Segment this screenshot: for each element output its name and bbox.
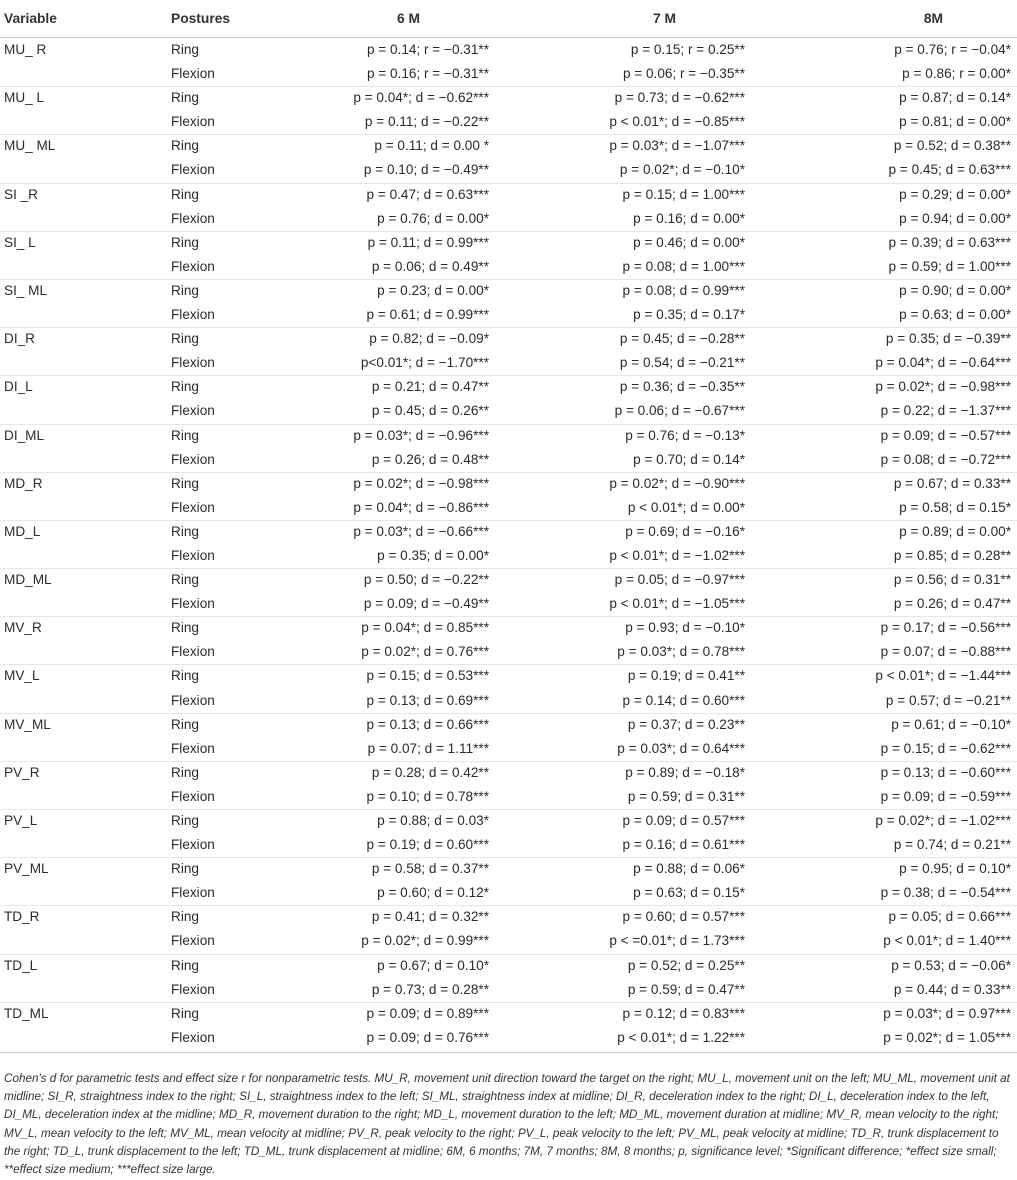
cell-7m: p = 0.45; d = −0.28** [619, 331, 745, 347]
cell-variable: DI_ML [4, 427, 45, 443]
cell-7m: p = 0.63; d = 0.15* [633, 885, 745, 901]
cell-7m: p = 0.03*; d = −1.07*** [609, 138, 745, 154]
cell-posture: Ring [171, 861, 199, 877]
cell-8m: p = 0.53; d = −0.06* [891, 957, 1011, 973]
cell-7m: p = 0.70; d = 0.14* [633, 451, 745, 467]
table-row [0, 809, 1017, 833]
cell-7m: p = 0.08; d = 0.99*** [622, 282, 745, 298]
cell-8m: p < 0.01*; d = −1.44*** [875, 668, 1011, 684]
table-row [0, 86, 1017, 110]
bottom-rule [0, 1052, 1017, 1053]
cell-7m: p = 0.08; d = 1.00*** [622, 258, 745, 274]
group-divider [0, 809, 1017, 810]
cell-7m: p = 0.60; d = 0.57*** [622, 909, 745, 925]
cell-variable: MU_ R [4, 42, 47, 57]
cell-7m: p = 0.73; d = −0.62*** [614, 90, 745, 106]
cell-posture: Ring [171, 716, 199, 732]
cell-8m: p = 0.02*; d = −0.98*** [875, 379, 1011, 395]
cell-8m: p = 0.45; d = 0.63*** [888, 162, 1011, 178]
cell-variable: MV_ML [4, 716, 51, 732]
cell-6m: p = 0.58; d = 0.37** [371, 861, 489, 877]
cell-posture: Flexion [171, 114, 215, 130]
cell-8m: p = 0.44; d = 0.33** [893, 981, 1011, 997]
header-7m: 7 M [653, 11, 676, 26]
cell-8m: p = 0.67; d = 0.33** [893, 475, 1011, 491]
cell-posture: Flexion [171, 644, 215, 660]
cell-8m: p = 0.17; d = −0.56*** [880, 620, 1011, 636]
table-row [0, 761, 1017, 785]
cell-variable: PV_R [4, 764, 40, 780]
cell-posture: Ring [171, 909, 199, 925]
cell-7m: p < 0.01*; d = −1.05*** [609, 596, 745, 612]
cell-posture: Ring [171, 138, 199, 154]
cell-7m: p = 0.54; d = −0.21** [619, 355, 745, 371]
cell-6m: p = 0.60; d = 0.12* [377, 885, 489, 901]
group-divider [0, 86, 1017, 87]
cell-posture: Flexion [171, 547, 215, 563]
cell-7m: p = 0.88; d = 0.06* [633, 861, 745, 877]
table-row [0, 207, 1017, 231]
cell-6m: p = 0.61; d = 0.99*** [366, 307, 489, 323]
cell-7m: p = 0.03*; d = 0.64*** [617, 740, 745, 756]
cell-posture: Ring [171, 282, 199, 298]
cell-variable: DI_L [4, 379, 33, 395]
table-row [0, 544, 1017, 568]
group-divider [0, 375, 1017, 376]
cell-7m: p = 0.16; d = 0.00* [633, 210, 745, 226]
cell-variable: MD_R [4, 475, 43, 491]
cell-variable: MD_L [4, 523, 41, 539]
cell-posture: Flexion [171, 596, 215, 612]
cell-7m: p = 0.12; d = 0.83*** [622, 1005, 745, 1021]
cell-posture: Flexion [171, 740, 215, 756]
table-row [0, 689, 1017, 713]
table-row [0, 737, 1017, 761]
group-divider [0, 134, 1017, 135]
table-row [0, 183, 1017, 207]
group-divider [0, 664, 1017, 665]
cell-6m: p = 0.23; d = 0.00* [377, 282, 489, 298]
cell-6m: p = 0.73; d = 0.28** [371, 981, 489, 997]
cell-posture: Flexion [171, 162, 215, 178]
cell-6m: p = 0.03*; d = −0.66*** [353, 523, 489, 539]
cell-8m: p = 0.59; d = 1.00*** [888, 258, 1011, 274]
cell-6m: p = 0.26; d = 0.48** [371, 451, 489, 467]
cell-posture: Ring [171, 90, 199, 106]
cell-6m: p = 0.14; r = −0.31** [366, 42, 489, 57]
cell-8m: p = 0.81; d = 0.00* [899, 114, 1011, 130]
table-header [0, 0, 1017, 37]
cell-7m: p = 0.76; d = −0.13* [625, 427, 745, 443]
cell-7m: p = 0.19; d = 0.41** [627, 668, 745, 684]
table-row [0, 713, 1017, 737]
cell-7m: p = 0.59; d = 0.31** [627, 788, 745, 804]
cell-6m: p = 0.41; d = 0.32** [371, 909, 489, 925]
table-row [0, 520, 1017, 544]
table-row [0, 375, 1017, 399]
cell-8m: p = 0.63; d = 0.00* [899, 307, 1011, 323]
cell-6m: p = 0.02*; d = 0.76*** [361, 644, 489, 660]
cell-variable: TD_R [4, 909, 40, 925]
cell-posture: Flexion [171, 66, 215, 82]
cell-7m: p < 0.01*; d = −0.85*** [609, 114, 745, 130]
cell-posture: Ring [171, 764, 199, 780]
cell-7m: p = 0.14; d = 0.60*** [622, 692, 745, 708]
cell-posture: Ring [171, 234, 199, 250]
cell-8m: p = 0.26; d = 0.47** [893, 596, 1011, 612]
cell-variable: MV_L [4, 668, 40, 684]
table-row [0, 424, 1017, 448]
cell-6m: p = 0.09; d = 0.76*** [366, 1029, 489, 1045]
cell-8m: p = 0.15; d = −0.62*** [880, 740, 1011, 756]
cell-7m: p < 0.01*; d = 0.00* [627, 499, 745, 515]
cell-posture: Flexion [171, 933, 215, 949]
cell-6m: p = 0.35; d = 0.00* [377, 547, 489, 563]
cell-variable: SI_ ML [4, 282, 48, 298]
cell-8m: p = 0.04*; d = −0.64*** [875, 355, 1011, 371]
group-divider [0, 520, 1017, 521]
table-body [0, 38, 1017, 1050]
cell-8m: p = 0.03*; d = 0.97*** [883, 1005, 1011, 1021]
cell-posture: Flexion [171, 403, 215, 419]
cell-8m: p = 0.76; r = −0.04* [894, 42, 1011, 57]
cell-6m: p = 0.04*; d = −0.86*** [353, 499, 489, 515]
cell-8m: p = 0.90; d = 0.00* [899, 282, 1011, 298]
cell-8m: p = 0.85; d = 0.28** [893, 547, 1011, 563]
cell-posture: Ring [171, 957, 199, 973]
cell-6m: p = 0.45; d = 0.26** [371, 403, 489, 419]
table-row [0, 255, 1017, 279]
cell-6m: p = 0.07; d = 1.11*** [367, 740, 489, 756]
header-6m: 6 M [397, 11, 420, 26]
table-row [0, 905, 1017, 929]
cell-7m: p = 0.93; d = −0.10* [625, 620, 745, 636]
cell-6m: p = 0.11; d = 0.99*** [367, 234, 489, 250]
table-row [0, 327, 1017, 351]
cell-7m: p = 0.03*; d = 0.78*** [617, 644, 745, 660]
cell-7m: p = 0.36; d = −0.35** [619, 379, 745, 395]
cell-7m: p < 0.01*; d = 1.22*** [617, 1029, 745, 1045]
cell-posture: Ring [171, 668, 199, 684]
cell-8m: p = 0.22; d = −1.37*** [880, 403, 1011, 419]
cell-7m: p = 0.15; d = 1.00*** [622, 186, 745, 202]
table-row [0, 472, 1017, 496]
cell-6m: p = 0.10; d = 0.78*** [366, 788, 489, 804]
cell-7m: p = 0.35; d = 0.17* [633, 307, 745, 323]
table-row [0, 640, 1017, 664]
table-row [0, 568, 1017, 592]
cell-7m: p = 0.46; d = 0.00* [633, 234, 745, 250]
table-row [0, 857, 1017, 881]
cell-6m: p = 0.88; d = 0.03* [377, 813, 489, 828]
cell-6m: p = 0.09; d = −0.49** [363, 596, 489, 612]
table-row [0, 62, 1017, 86]
cell-7m: p = 0.37; d = 0.23** [627, 716, 745, 732]
table-footnote: Cohen's d for parametric tests and effect size r for nonparametric tests. MU_R, movement unit direction toward the target on the right; MU_L, movement unit on the left; MU_ML, movement unit at midline; SI_R, straightness index to the right; SI_L, straightness index to the left; SI_ML, straightness index at midline; DI_R, deceleration index to the right; DI_L, deceleration index to the left, DI_ML, deceleration index at the midline; MD_R, movement duration to the right; MD_L, movement duration to the left; MD_ML, movement duration at midline; MV_R, mean velocity to the right; MV_L, mean velocity to the left; MV_ML, mean velocity at midline; PV_R, peak velocity to the right; PV_L, peak velocity to the left; PV_ML, peak velocity at midline; TD_R, trunk displacement to the right; TD_L, trunk displacement to the left; TD_ML, trunk displacement at midline; 6M, 6 months; 7M, 7 months; 8M, 8 months; p, significance level; *Significant difference; *effect size small; **effect size medium; ***effect size large. [4, 1072, 1010, 1177]
table-row [0, 38, 1017, 62]
cell-7m: p < 0.01*; d = −1.02*** [609, 547, 745, 563]
cell-posture: Flexion [171, 307, 215, 323]
table-row [0, 881, 1017, 905]
cell-8m: p = 0.29; d = 0.00* [899, 186, 1011, 202]
group-divider [0, 472, 1017, 473]
table-row [0, 1002, 1017, 1026]
cell-8m: p = 0.57; d = −0.21** [885, 692, 1011, 708]
table-row [0, 448, 1017, 472]
cell-8m: p = 0.52; d = 0.38** [893, 138, 1011, 154]
cell-variable: PV_L [4, 813, 38, 828]
group-divider [0, 231, 1017, 232]
cell-variable: SI_ L [4, 234, 36, 250]
cell-posture: Flexion [171, 355, 215, 371]
cell-posture: Ring [171, 42, 199, 57]
cell-7m: p = 0.89; d = −0.18* [625, 764, 745, 780]
group-divider [0, 713, 1017, 714]
cell-posture: Ring [171, 572, 199, 588]
cell-8m: p = 0.74; d = 0.21** [893, 837, 1011, 853]
cell-8m: p = 0.09; d = −0.59*** [880, 788, 1011, 804]
cell-6m: p = 0.04*; d = 0.85*** [361, 620, 489, 636]
cell-8m: p = 0.02*; d = 1.05*** [883, 1029, 1011, 1045]
cell-6m: p = 0.76; d = 0.00* [377, 210, 489, 226]
cell-6m: p = 0.09; d = 0.89*** [366, 1005, 489, 1021]
cell-8m: p = 0.09; d = −0.57*** [880, 427, 1011, 443]
cell-posture: Ring [171, 1005, 199, 1021]
cell-8m: p = 0.56; d = 0.31** [893, 572, 1011, 588]
cell-posture: Flexion [171, 981, 215, 997]
header-variable: Variable [4, 11, 57, 26]
cell-variable: SI _R [4, 186, 38, 202]
cell-8m: p = 0.02*; d = −1.02*** [875, 813, 1011, 828]
cell-7m: p = 0.06; d = −0.67*** [614, 403, 745, 419]
cell-8m: p = 0.13; d = −0.60*** [880, 764, 1011, 780]
table-row [0, 978, 1017, 1002]
cell-posture: Flexion [171, 258, 215, 274]
cell-posture: Flexion [171, 210, 215, 226]
cell-posture: Ring [171, 331, 199, 347]
table-row [0, 158, 1017, 182]
cell-6m: p = 0.10; d = −0.49** [363, 162, 489, 178]
cell-variable: DI_R [4, 331, 35, 347]
cell-7m: p = 0.15; r = 0.25** [630, 42, 745, 57]
cell-8m: p < 0.01*; d = 1.40*** [883, 933, 1011, 949]
cell-posture: Flexion [171, 885, 215, 901]
cell-7m: p = 0.05; d = −0.97*** [614, 572, 745, 588]
cell-7m: p = 0.06; r = −0.35** [622, 66, 745, 82]
cell-8m: p = 0.58; d = 0.15* [899, 499, 1011, 515]
cell-7m: p = 0.02*; d = −0.90*** [609, 475, 745, 491]
group-divider [0, 568, 1017, 569]
header-postures: Postures [171, 11, 231, 26]
cell-7m: p = 0.09; d = 0.57*** [622, 813, 745, 828]
table-row [0, 1026, 1017, 1050]
cell-8m: p = 0.08; d = −0.72*** [880, 451, 1011, 467]
table-row [0, 664, 1017, 688]
cell-6m: p = 0.28; d = 0.42** [371, 764, 489, 780]
cell-6m: p = 0.21; d = 0.47** [371, 379, 489, 395]
cell-6m: p = 0.16; r = −0.31** [366, 66, 489, 82]
cell-posture: Ring [171, 523, 199, 539]
cell-6m: p = 0.50; d = −0.22** [363, 572, 489, 588]
cell-7m: p = 0.59; d = 0.47** [627, 981, 745, 997]
cell-6m: p = 0.03*; d = −0.96*** [353, 427, 489, 443]
table-row [0, 785, 1017, 809]
table-row [0, 833, 1017, 857]
cell-variable: MU_ L [4, 90, 45, 106]
cell-posture: Flexion [171, 451, 215, 467]
cell-8m: p = 0.39; d = 0.63*** [888, 234, 1011, 250]
cell-6m: p = 0.02*; d = −0.98*** [353, 475, 489, 491]
cell-posture: Flexion [171, 692, 215, 708]
cell-8m: p = 0.89; d = 0.00* [899, 523, 1011, 539]
header-8m: 8M [923, 11, 943, 26]
group-divider [0, 327, 1017, 328]
table-row [0, 231, 1017, 255]
group-divider [0, 616, 1017, 617]
cell-8m: p = 0.07; d = −0.88*** [880, 644, 1011, 660]
group-divider [0, 954, 1017, 955]
cell-6m: p<0.01*; d = −1.70*** [360, 355, 489, 371]
cell-posture: Flexion [171, 788, 215, 804]
table-row [0, 303, 1017, 327]
cell-6m: p = 0.11; d = 0.00 * [374, 138, 489, 154]
cell-variable: TD_L [4, 957, 38, 973]
cell-6m: p = 0.19; d = 0.60*** [366, 837, 489, 853]
cell-8m: p = 0.35; d = −0.39** [885, 331, 1011, 347]
group-divider [0, 424, 1017, 425]
cell-posture: Ring [171, 186, 199, 202]
cell-posture: Ring [171, 475, 199, 491]
table-row [0, 351, 1017, 375]
table-row [0, 279, 1017, 303]
cell-6m: p = 0.13; d = 0.69*** [366, 692, 489, 708]
cell-6m: p = 0.06; d = 0.49** [371, 258, 489, 274]
cell-6m: p = 0.15; d = 0.53*** [366, 668, 489, 684]
cell-6m: p = 0.47; d = 0.63*** [366, 186, 489, 202]
group-divider [0, 857, 1017, 858]
cell-6m: p = 0.02*; d = 0.99*** [361, 933, 489, 949]
table-row [0, 616, 1017, 640]
cell-8m: p = 0.61; d = −0.10* [891, 716, 1011, 732]
cell-8m: p = 0.95; d = 0.10* [899, 861, 1011, 877]
cell-8m: p = 0.86; r = 0.00* [902, 66, 1011, 82]
cell-8m: p = 0.38; d = −0.54*** [880, 885, 1011, 901]
table-row [0, 399, 1017, 423]
cell-6m: p = 0.67; d = 0.10* [377, 957, 489, 973]
cell-posture: Ring [171, 379, 199, 395]
cell-7m: p = 0.52; d = 0.25** [627, 957, 745, 973]
group-divider [0, 761, 1017, 762]
cell-8m: p = 0.05; d = 0.66*** [888, 909, 1011, 925]
group-divider [0, 905, 1017, 906]
table-row [0, 110, 1017, 134]
cell-6m: p = 0.13; d = 0.66*** [366, 716, 489, 732]
cell-posture: Ring [171, 813, 199, 828]
cell-6m: p = 0.11; d = −0.22** [364, 114, 489, 130]
cell-variable: MD_ML [4, 572, 52, 588]
cell-6m: p = 0.82; d = −0.09* [369, 331, 489, 347]
table-row [0, 496, 1017, 520]
cell-7m: p = 0.16; d = 0.61*** [622, 837, 745, 853]
cell-posture: Flexion [171, 499, 215, 515]
table-row [0, 134, 1017, 158]
cell-8m: p = 0.87; d = 0.14* [899, 90, 1011, 106]
cell-7m: p = 0.02*; d = −0.10* [619, 162, 745, 178]
table-row [0, 954, 1017, 978]
cell-7m: p < =0.01*; d = 1.73*** [609, 933, 745, 949]
cell-6m: p = 0.04*; d = −0.62*** [353, 90, 489, 106]
group-divider [0, 183, 1017, 184]
cell-7m: p = 0.69; d = −0.16* [625, 523, 745, 539]
group-divider [0, 1002, 1017, 1003]
table-row [0, 592, 1017, 616]
cell-posture: Flexion [171, 837, 215, 853]
cell-variable: MU_ ML [4, 138, 56, 154]
group-divider [0, 279, 1017, 280]
cell-variable: MV_R [4, 620, 42, 636]
cell-variable: TD_ML [4, 1005, 49, 1021]
cell-posture: Flexion [171, 1029, 215, 1045]
cell-posture: Ring [171, 620, 199, 636]
cell-posture: Ring [171, 427, 199, 443]
table-row [0, 929, 1017, 953]
cell-8m: p = 0.94; d = 0.00* [899, 210, 1011, 226]
cell-variable: PV_ML [4, 861, 49, 877]
